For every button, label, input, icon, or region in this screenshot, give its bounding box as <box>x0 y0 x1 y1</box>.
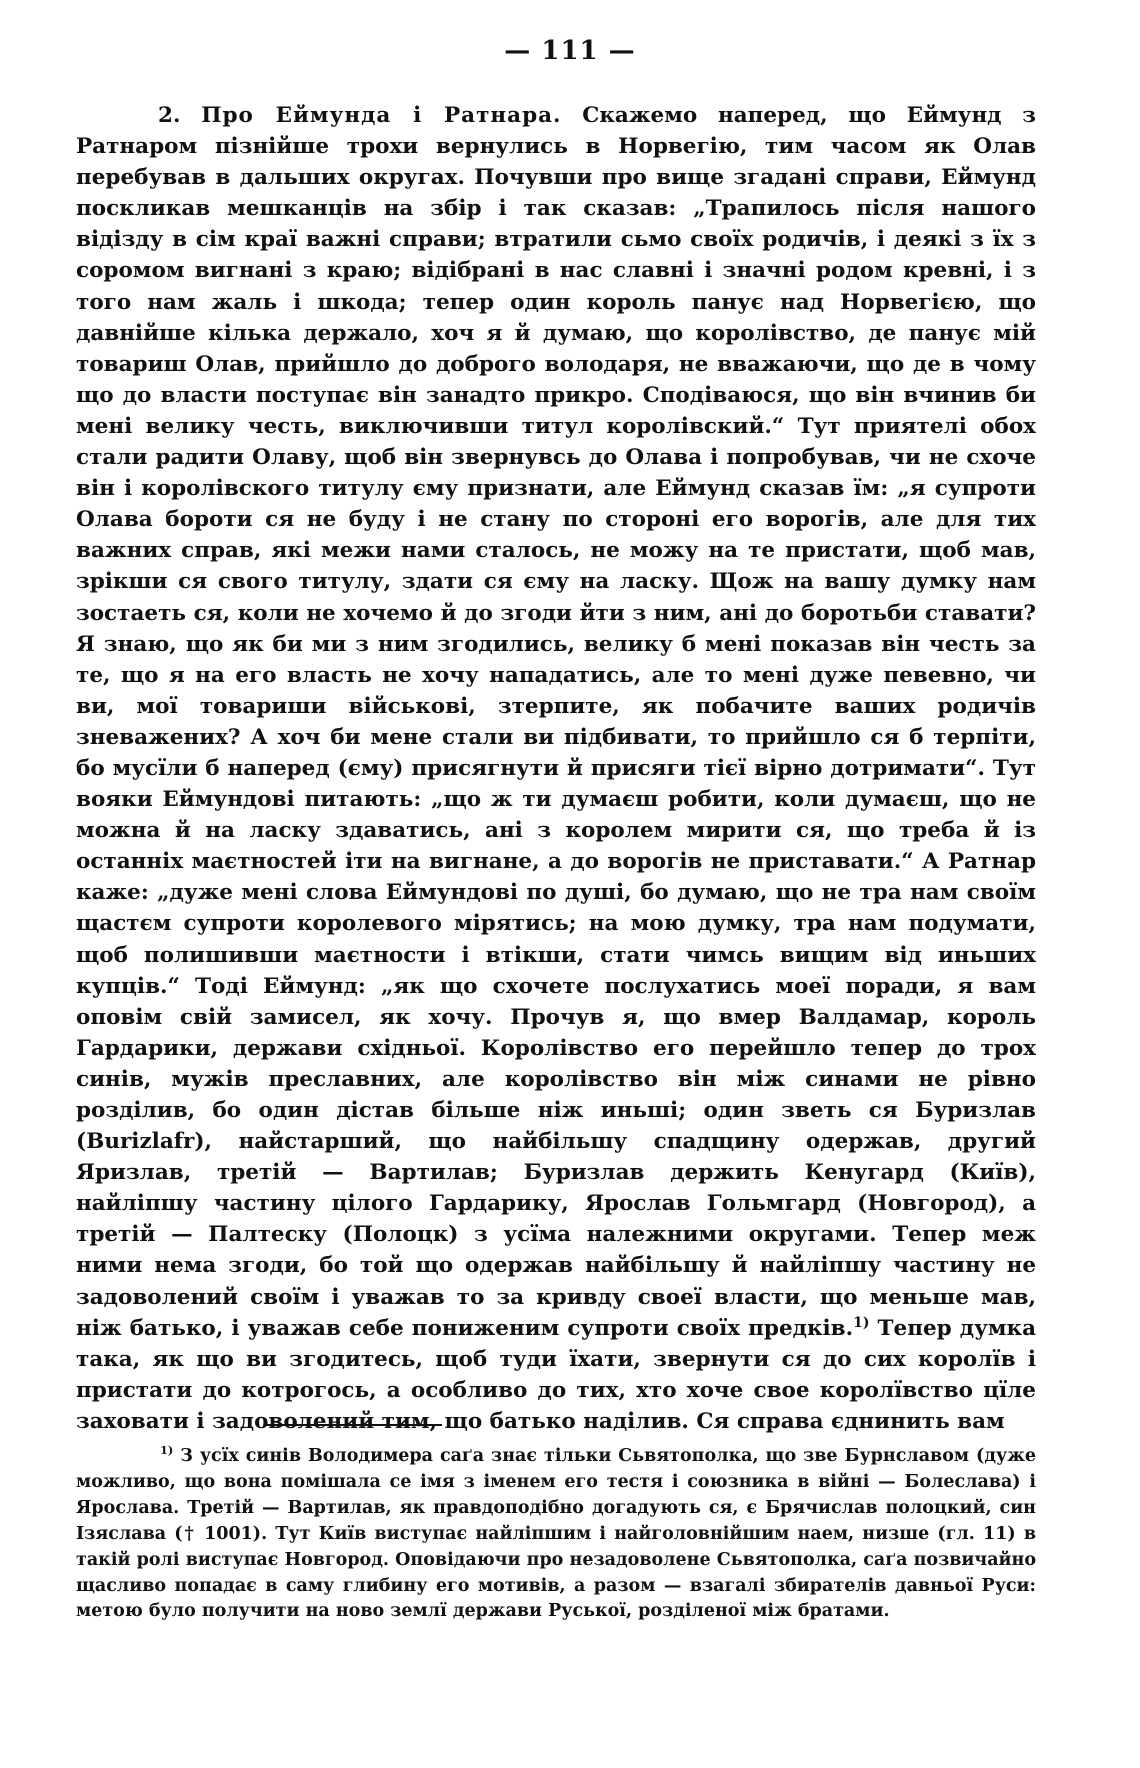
section-number: 2. <box>158 103 181 128</box>
section-title: Про Еймунда і Ратнара. <box>201 103 562 128</box>
footnote <box>76 1444 1036 1625</box>
footnote-text: З усїх синів Володимера саґа знає тільки Сьвятополка, що зве Бурнславом (дуже можливо, що вона помішала се імя з іменем его тестя і союзника в війні — Болеслава) і Ярослава. Третій — Вартилав, як правдоподібно догадують ся, є Брячислав полоцкий, син Ізяслава († 1001). Тут Київ виступає найліпшим і найголовнійшим наем, низше (гл. 11) в такій ролі виступає Новгород. Оповідаючи про незадоволене Сьвятополка, саґа позвичайно щасливо попадає в саму глибину его мотивів, а разом — взагалі збирателів давньої Руси: метою було получити на ново землї держави Руської, розділеної між братами. <box>76 1446 1037 1622</box>
footnote-divider <box>266 1424 442 1426</box>
section-paragraph <box>76 100 1036 1437</box>
section-body-continued: Тепер думка така, як що ви згодитесь, щоб туди їхати, звернути ся до сих королїв і пристати до котрогось, а особливо до тих, хто хоче свое королївство цїле заховати і задоволений тим, що батько наділив. Ся справа єднинить вам <box>76 1315 1036 1434</box>
main-text <box>76 100 1036 1437</box>
footnote-marker: 1) <box>160 1443 174 1458</box>
footnote-reference: 1) <box>853 1314 870 1331</box>
footnote-paragraph <box>76 1444 1036 1625</box>
page-number: — 111 — <box>504 36 636 66</box>
section-body: Скажемо наперед, що Еймунд з Ратнаром пізнійше трохи вернулись в Норвегію, тим часом як Олав перебував в дальших округах. Почувши про вище згадані справи, Еймунд поскликав мешканців на збір і так сказав: „Трапилось після нашого відізду в сім краї важні справи; втратили сьмо своїх родичів, і деякі з їх з соромом вигнані з краю; відібрані в нас славні і значні родом кревні, і з того нам жаль і шкода; тепер один король панує над Норвегією, що давнійше кілька держало, хоч я й думаю, що королівство, де панує мій товариш Олав, прийшло до доброго володаря, не вважаючи, що де в чому що до власти поступає він занадто прикро. Сподіваюся, що він вчинив би мені велику честь, виключивши титул королівский.“ Тут приятелі обох стали радити Олаву, щоб він звернувсь до Олава і попробував, чи не схоче він і королівского титулу єму признати, але Еймунд сказав їм: „я супроти Олава бороти ся не буду і не стану по стороні его ворогів, але для тих важних справ, які межи нами сталось, не можу на те пристати, щоб мав, зрікши ся свого титулу, здати ся єму на ласку. Щож на вашу думку нам зостаеть ся, коли не хочемо й до згоди йти з ним, ані до боротьби ставати? Я знаю, що як би ми з ним згодились, велику б мені показав він честь за те, що я на его власть не хочу нападатись, але то мені дуже певевно, чи ви, мої товариши військові, зтерпите, як побачите ваших родичів зневажених? А хоч би мене стали ви підбивати, то прийшло ся б терпіти, бо мусїли б наперед (єму) присягнути й присяги тієї вірно дотримати“. Тут вояки Еймундові питають: „що ж ти думаєш робити, коли думаєш, що не можна й на ласку здаватись, ані з королем мирити ся, що треба й із останніх маєтностей іти на вигнане, а до ворогів не приставати.“ А Ратнар каже: „дуже мені слова Еймундові по душі, бо думаю, що не тра нам своїм щастєм супроти королевого мірятись; на мою думку, тра нам подумати, щоб полишивши маєтности і втікши, стати чимсь вищим від иньших купців.“ Тоді Еймунд: „як що схочете послухатись моеї поради, я вам оповім свій замисел, як хочу. Прочув я, що вмер Валдамар, король Гардарики, держави східньої. Королівство его перейшло тепер до трох синів, мужів преславних, але королівство він між синами не рівно розділив, бо один дістав більше ніж иньші; один зветь ся Буризлав (Burizlafr), найстарший, що найбільшу спадщину одержав, другий Яризлав, третій — Вартилав; Буризлав держить Кенугард (Київ), найліпшу частину цілого Гардарику, Ярослав Гольмгард (Новгород), а третій — Палтеску (Полоцк) з усїма належними округами. Тепер меж ними нема згоди, бо той що одержав найбільшу й найліпшу частину не задоволений своїм і уважав то за кривду своеї власти, що меньше мав, ніж батько, і уважав себе пониженим супроти своїх предків. <box>76 103 1036 1341</box>
